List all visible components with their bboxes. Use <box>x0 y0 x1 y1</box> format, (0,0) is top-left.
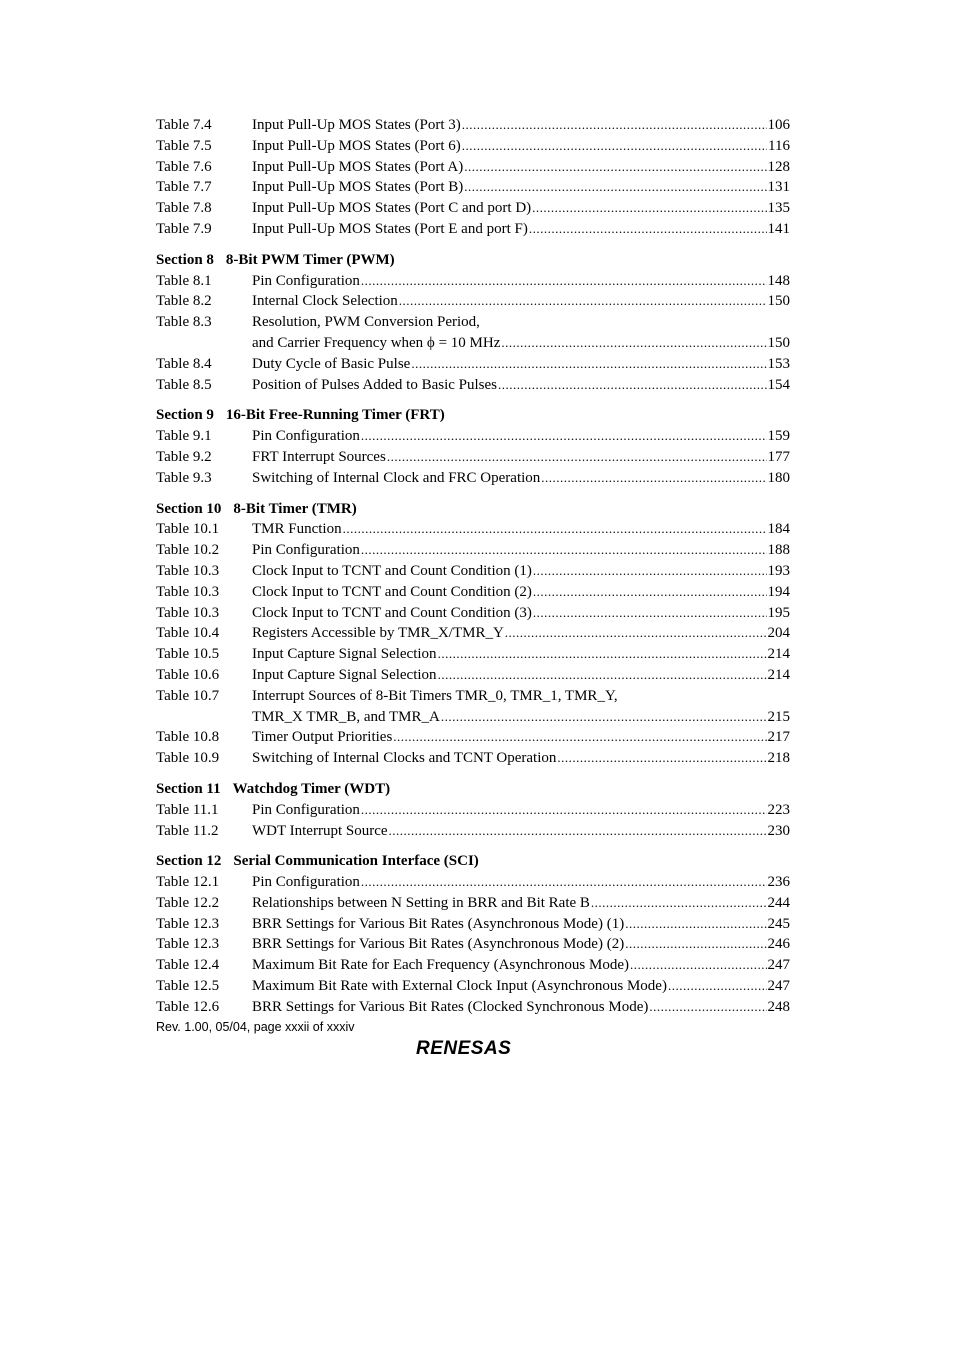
toc-entry[interactable] <box>156 468 790 489</box>
dot-leader <box>464 157 766 178</box>
page-number: 188 <box>767 542 790 559</box>
toc-entry[interactable] <box>156 426 790 447</box>
table-number: Table 12.2 <box>156 894 220 911</box>
section-title: 16-Bit Free-Running Timer (FRT) <box>225 407 445 424</box>
table-title: Resolution, PWM Conversion Period, <box>252 312 480 333</box>
entry-line <box>252 468 790 489</box>
page-number: 153 <box>767 355 790 372</box>
dot-leader <box>462 115 767 136</box>
toc-entry[interactable] <box>156 312 790 333</box>
renesas-logo <box>414 1036 534 1058</box>
table-title: Input Pull-Up MOS States (Port B) <box>252 177 463 198</box>
entry-line <box>252 821 790 842</box>
page-number: 246 <box>767 936 790 953</box>
page-number: 154 <box>767 376 790 393</box>
section-heading <box>156 250 790 271</box>
dot-leader <box>533 582 767 603</box>
table-title: Internal Clock Selection <box>252 291 398 312</box>
page-number: 148 <box>767 272 790 289</box>
page-number: 214 <box>767 646 790 663</box>
dot-leader <box>361 540 767 561</box>
table-number: Table 11.2 <box>156 822 219 839</box>
table-title: Input Pull-Up MOS States (Port A) <box>252 157 463 178</box>
table-title: Clock Input to TCNT and Count Condition (1) <box>252 561 532 582</box>
table-title: Pin Configuration <box>252 800 360 821</box>
page-number: 214 <box>767 666 790 683</box>
toc-entry[interactable] <box>156 333 790 354</box>
dot-leader <box>441 707 767 728</box>
toc-entry[interactable] <box>156 136 790 157</box>
entry-line <box>252 686 790 707</box>
table-title: BRR Settings for Various Bit Rates (Asynchronous Mode) (1) <box>252 914 624 935</box>
toc-entry[interactable] <box>156 375 790 396</box>
table-number: Table 8.5 <box>156 376 212 393</box>
section-heading <box>156 499 790 520</box>
dot-leader <box>501 333 766 354</box>
page-number: 247 <box>767 957 790 974</box>
dot-leader <box>649 997 766 1018</box>
dot-leader <box>438 665 767 686</box>
dot-leader <box>529 219 767 240</box>
entry-line <box>252 561 790 582</box>
dot-leader <box>625 914 766 935</box>
toc-entry[interactable] <box>156 561 790 582</box>
section-number: Section 12 <box>156 853 222 870</box>
page-number: 177 <box>767 448 790 465</box>
entry-line <box>252 291 790 312</box>
section-number: Section 10 <box>156 500 222 517</box>
table-title: Maximum Bit Rate for Each Frequency (Asynchronous Mode) <box>252 955 629 976</box>
table-number: Table 7.4 <box>156 117 212 133</box>
table-title: Input Pull-Up MOS States (Port C and port D) <box>252 198 531 219</box>
table-number: Table 10.8 <box>156 729 220 746</box>
section-heading <box>156 779 790 800</box>
entry-line <box>252 426 790 447</box>
table-number: Table 8.4 <box>156 355 212 372</box>
toc-entry[interactable] <box>156 707 790 728</box>
entry-line <box>252 354 790 375</box>
entry-line <box>252 603 790 624</box>
table-title: Pin Configuration <box>252 271 360 292</box>
dot-leader <box>625 934 766 955</box>
table-title: Pin Configuration <box>252 426 360 447</box>
table-title: and Carrier Frequency when ϕ = 10 MHz <box>252 333 500 354</box>
dot-leader <box>532 198 766 219</box>
entry-line <box>252 955 790 976</box>
table-number: Table 7.5 <box>156 137 212 154</box>
page-number: 184 <box>767 521 790 538</box>
table-number: Table 8.2 <box>156 293 212 310</box>
page-number: 180 <box>767 469 790 486</box>
table-title: FRT Interrupt Sources <box>252 447 386 468</box>
table-title: BRR Settings for Various Bit Rates (Clocked Synchronous Mode) <box>252 997 648 1018</box>
dot-leader <box>533 603 767 624</box>
page-footer: Rev. 1.00, 05/04, page xxxii of xxxiv <box>156 1020 355 1034</box>
table-title: Registers Accessible by TMR_X/TMR_Y <box>252 623 504 644</box>
toc-entry[interactable] <box>156 893 790 914</box>
table-number: Table 12.1 <box>156 874 220 891</box>
table-number: Table 12.3 <box>156 915 220 932</box>
page-number: 116 <box>768 137 790 154</box>
page-number: 159 <box>767 428 790 445</box>
page-number: 230 <box>767 822 790 839</box>
table-title: TMR_X TMR_B, and TMR_A <box>252 707 440 728</box>
dot-leader <box>343 519 767 540</box>
table-title: Switching of Internal Clocks and TCNT Operation <box>252 748 556 769</box>
page-number: 244 <box>767 894 790 911</box>
entry-line <box>252 934 790 955</box>
toc-entry[interactable] <box>156 914 790 935</box>
entry-line <box>252 976 790 997</box>
dot-leader <box>541 468 766 489</box>
table-number: Table 9.3 <box>156 469 212 486</box>
entry-line <box>252 136 790 157</box>
dot-leader <box>505 623 767 644</box>
toc-entry[interactable] <box>156 644 790 665</box>
table-number: Table 10.7 <box>156 687 220 704</box>
table-title: BRR Settings for Various Bit Rates (Asynchronous Mode) (2) <box>252 934 624 955</box>
dot-leader <box>462 136 767 157</box>
table-number: Table 10.6 <box>156 666 220 683</box>
entry-line <box>252 312 790 333</box>
toc-entry[interactable] <box>156 177 790 198</box>
table-number: Table 10.9 <box>156 750 220 767</box>
page-number: 247 <box>767 978 790 995</box>
entry-line <box>252 115 790 136</box>
toc-entry[interactable] <box>156 291 790 312</box>
dot-leader <box>557 748 766 769</box>
page-number: 217 <box>767 729 790 746</box>
table-number: Table 10.5 <box>156 646 220 663</box>
toc-entry[interactable] <box>156 686 790 707</box>
table-title: Pin Configuration <box>252 540 360 561</box>
table-number: Table 11.1 <box>156 801 219 818</box>
table-number: Table 7.6 <box>156 158 212 175</box>
table-number: Table 12.4 <box>156 957 220 974</box>
page-number: 248 <box>767 998 790 1015</box>
page-number: 223 <box>767 801 790 818</box>
section-title: 8-Bit PWM Timer (PWM) <box>225 251 395 268</box>
toc-entry[interactable] <box>156 198 790 219</box>
toc-entry[interactable] <box>156 727 790 748</box>
section-number: Section 9 <box>156 407 214 424</box>
entry-line <box>252 707 790 728</box>
page-number: 215 <box>767 708 790 725</box>
dot-leader <box>668 976 767 997</box>
table-number: Table 7.8 <box>156 200 212 217</box>
entry-line <box>252 727 790 748</box>
table-number: Table 12.3 <box>156 936 220 953</box>
entry-line <box>252 333 790 354</box>
entry-line <box>252 582 790 603</box>
table-number: Table 12.6 <box>156 998 220 1015</box>
table-title: TMR Function <box>252 519 342 540</box>
table-number: Table 10.2 <box>156 542 220 559</box>
toc-entry[interactable] <box>156 623 790 644</box>
toc-entry[interactable] <box>156 976 790 997</box>
table-title: Input Capture Signal Selection <box>252 644 437 665</box>
toc-entry[interactable] <box>156 955 790 976</box>
table-title: WDT Interrupt Source <box>252 821 388 842</box>
dot-leader <box>361 271 767 292</box>
dot-leader <box>464 177 766 198</box>
table-title: Switching of Internal Clock and FRC Operation <box>252 468 540 489</box>
entry-line <box>252 665 790 686</box>
page-number: 218 <box>767 750 790 767</box>
section-title: 8-Bit Timer (TMR) <box>233 500 357 517</box>
list-of-tables <box>156 115 790 1018</box>
table-title: Input Pull-Up MOS States (Port E and port F) <box>252 219 528 240</box>
table-number: Table 10.1 <box>156 521 220 538</box>
table-number: Table 7.9 <box>156 220 212 237</box>
table-title: Input Pull-Up MOS States (Port 3) <box>252 115 461 136</box>
toc-entry[interactable] <box>156 115 790 136</box>
dot-leader <box>498 375 766 396</box>
page-number: 106 <box>767 117 790 133</box>
section-number: Section 8 <box>156 251 214 268</box>
table-title: Timer Output Priorities <box>252 727 392 748</box>
page-number: 194 <box>767 583 790 600</box>
table-title: Input Pull-Up MOS States (Port 6) <box>252 136 461 157</box>
entry-line <box>252 644 790 665</box>
table-number: Table 9.2 <box>156 448 212 465</box>
toc-entry[interactable] <box>156 447 790 468</box>
dot-leader <box>387 447 767 468</box>
entry-line <box>252 914 790 935</box>
table-title: Interrupt Sources of 8-Bit Timers TMR_0, TMR_1, TMR_Y, <box>252 686 618 707</box>
svg-text:RENESAS: RENESAS <box>416 1038 512 1058</box>
table-number: Table 10.3 <box>156 604 220 621</box>
dot-leader <box>438 644 767 665</box>
dot-leader <box>361 872 767 893</box>
table-number: Table 12.5 <box>156 978 220 995</box>
page-number: 236 <box>767 874 790 891</box>
page-number: 193 <box>767 562 790 579</box>
page-number: 150 <box>767 293 790 310</box>
dot-leader <box>389 821 767 842</box>
table-title: Relationships between N Setting in BRR and Bit Rate B <box>252 893 590 914</box>
entry-line <box>252 623 790 644</box>
dot-leader <box>393 727 766 748</box>
toc-entry[interactable] <box>156 157 790 178</box>
toc-entry[interactable] <box>156 354 790 375</box>
table-title: Clock Input to TCNT and Count Condition (3) <box>252 603 532 624</box>
section-heading <box>156 851 790 872</box>
table-title: Pin Configuration <box>252 872 360 893</box>
entry-line <box>252 157 790 178</box>
table-number: Table 10.4 <box>156 625 220 642</box>
page-number: 128 <box>767 158 790 175</box>
table-title: Clock Input to TCNT and Count Condition (2) <box>252 582 532 603</box>
toc-entry[interactable] <box>156 997 790 1018</box>
dot-leader <box>411 354 766 375</box>
dot-leader <box>533 561 767 582</box>
entry-line <box>252 519 790 540</box>
table-title: Duty Cycle of Basic Pulse <box>252 354 410 375</box>
entry-line <box>252 375 790 396</box>
toc-entry[interactable] <box>156 540 790 561</box>
table-number: Table 9.1 <box>156 428 212 445</box>
table-number: Table 7.7 <box>156 179 212 196</box>
entry-line <box>252 893 790 914</box>
table-number: Table 10.3 <box>156 583 220 600</box>
entry-line <box>252 872 790 893</box>
page-number: 195 <box>767 604 790 621</box>
entry-line <box>252 271 790 292</box>
page-number: 245 <box>767 915 790 932</box>
section-title: Watchdog Timer (WDT) <box>232 780 391 797</box>
entry-line <box>252 198 790 219</box>
dot-leader <box>399 291 767 312</box>
table-number: Table 8.3 <box>156 314 212 331</box>
toc-entry[interactable] <box>156 519 790 540</box>
entry-line <box>252 177 790 198</box>
entry-line <box>252 748 790 769</box>
dot-leader <box>630 955 767 976</box>
entry-line <box>252 800 790 821</box>
toc-entry[interactable] <box>156 582 790 603</box>
table-title: Maximum Bit Rate with External Clock Input (Asynchronous Mode) <box>252 976 667 997</box>
entry-line <box>252 540 790 561</box>
entry-line <box>252 997 790 1018</box>
toc-entry[interactable] <box>156 665 790 686</box>
toc-entry[interactable] <box>156 603 790 624</box>
table-title: Input Capture Signal Selection <box>252 665 437 686</box>
table-number: Table 8.1 <box>156 272 212 289</box>
section-heading <box>156 405 790 426</box>
page-number: 150 <box>767 334 790 351</box>
dot-leader <box>591 893 767 914</box>
section-title: Serial Communication Interface (SCI) <box>233 853 479 870</box>
table-number: Table 10.3 <box>156 562 220 579</box>
entry-line <box>252 219 790 240</box>
dot-leader <box>361 800 767 821</box>
toc-entry[interactable] <box>156 271 790 292</box>
toc-entry[interactable] <box>156 821 790 842</box>
toc-entry[interactable] <box>156 934 790 955</box>
page-number: 135 <box>767 200 790 217</box>
toc-entry[interactable] <box>156 219 790 240</box>
toc-entry[interactable] <box>156 800 790 821</box>
page-number: 131 <box>767 179 790 196</box>
toc-entry[interactable] <box>156 872 790 893</box>
section-number: Section 11 <box>156 780 221 797</box>
dot-leader <box>361 426 767 447</box>
toc-entry[interactable] <box>156 748 790 769</box>
entry-line <box>252 447 790 468</box>
table-title: Position of Pulses Added to Basic Pulses <box>252 375 497 396</box>
page-number: 141 <box>767 220 790 237</box>
page-number: 204 <box>767 625 790 642</box>
